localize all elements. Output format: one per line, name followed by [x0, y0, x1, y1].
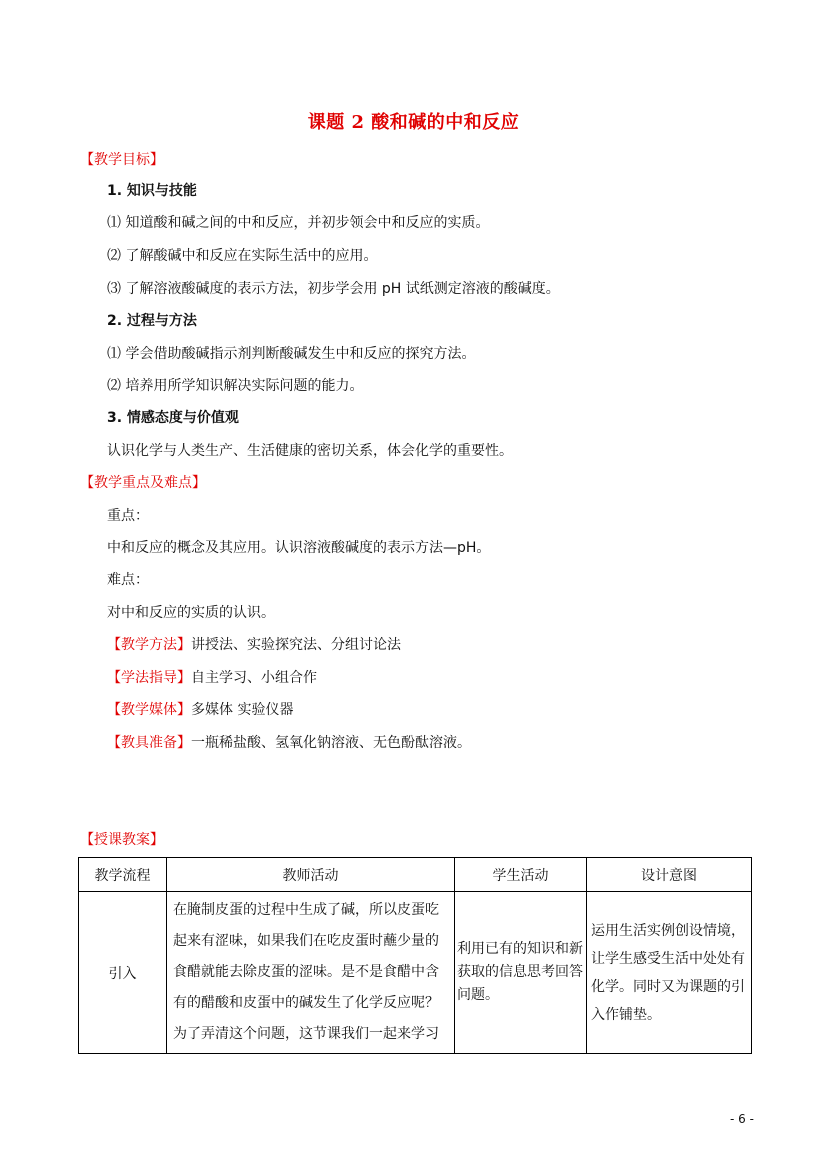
- page-title: 课题 2 酸和碱的中和反应: [307, 112, 520, 133]
- student-cell: [455, 892, 587, 1054]
- teacher-line: 为了弄清这个问题，这节课我们一起来学习: [173, 1026, 439, 1042]
- key-text: 中和反应的概念及其应用。认识溶液酸碱度的表示方法—pH。: [107, 540, 491, 556]
- design-line: 入作铺垫。: [591, 1006, 661, 1023]
- student-line: 问题。: [457, 987, 499, 1003]
- process-heading: 2. 过程与方法: [107, 313, 197, 329]
- teacher-line: 在腌制皮蛋的过程中生成了碱，所以皮蛋吃: [173, 902, 439, 918]
- header-student: 学生活动: [455, 858, 587, 892]
- student-line: 利用已有的知识和新: [457, 941, 583, 957]
- design-line: 让学生感受生活中处处有: [591, 950, 745, 967]
- media-label: 【教学媒体】: [107, 702, 191, 718]
- teacher-cell: [167, 892, 455, 1054]
- page-number: - 6 -: [730, 1112, 754, 1126]
- emotion-heading: 3. 情感态度与价值观: [107, 410, 239, 426]
- design-cell: [587, 892, 752, 1054]
- keypoints-heading: 【教学重点及难点】: [80, 475, 206, 491]
- media-text: 多媒体 实验仪器: [191, 702, 294, 718]
- study-row: [107, 668, 317, 688]
- process-item-1: ⑴ 学会借助酸碱指示剂判断酸碱发生中和反应的探究方法。: [107, 346, 476, 362]
- header-flow: 教学流程: [79, 858, 167, 892]
- lesson-plan-table: [78, 857, 752, 1054]
- table-row: [79, 892, 752, 1054]
- table-header-row: [79, 858, 752, 892]
- difficult-label: 难点：: [107, 572, 149, 588]
- difficult-text: 对中和反应的实质的认识。: [107, 605, 275, 621]
- media-row: [107, 700, 293, 720]
- objectives-heading: 【教学目标】: [80, 152, 164, 168]
- study-text: 自主学习、小组合作: [191, 670, 317, 686]
- design-line: 运用生活实例创设情境，: [591, 922, 745, 939]
- process-item-2: ⑵ 培养用所学知识解决实际问题的能力。: [107, 378, 364, 394]
- tools-row: [107, 733, 471, 753]
- tools-text: 一瓶稀盐酸、氢氧化钠溶液、无色酚酞溶液。: [191, 735, 471, 751]
- flow-cell: 引入: [79, 892, 167, 1054]
- method-label: 【教学方法】: [107, 637, 191, 653]
- study-label: 【学法指导】: [107, 670, 191, 686]
- key-label: 重点：: [107, 508, 149, 524]
- knowledge-item-2: ⑵ 了解酸碱中和反应在实际生活中的应用。: [107, 248, 378, 264]
- header-teacher: 教师活动: [167, 858, 455, 892]
- emotion-text: 认识化学与人类生产、生活健康的密切关系，体会化学的重要性。: [107, 443, 513, 459]
- knowledge-item-1: ⑴ 知道酸和碱之间的中和反应，并初步领会中和反应的实质。: [107, 215, 490, 231]
- header-design: 设计意图: [587, 858, 752, 892]
- teacher-line: 有的醋酸和皮蛋中的碱发生了化学反应呢？: [173, 995, 439, 1011]
- teacher-line: 食醋就能去除皮蛋的涩味。是不是食醋中含: [173, 964, 439, 980]
- tools-label: 【教具准备】: [107, 735, 191, 751]
- teacher-line: 起来有涩味，如果我们在吃皮蛋时蘸少量的: [173, 933, 439, 949]
- design-line: 化学。同时又为课题的引: [591, 978, 745, 995]
- method-row: [107, 635, 401, 655]
- knowledge-heading: 1. 知识与技能: [107, 183, 197, 199]
- lesson-plan-heading: 【授课教案】: [80, 832, 164, 848]
- student-line: 获取的信息思考回答: [457, 964, 583, 980]
- method-text: 讲授法、实验探究法、分组讨论法: [191, 637, 401, 653]
- knowledge-item-3: ⑶ 了解溶液酸碱度的表示方法，初步学会用 pH 试纸测定溶液的酸碱度。: [107, 281, 560, 297]
